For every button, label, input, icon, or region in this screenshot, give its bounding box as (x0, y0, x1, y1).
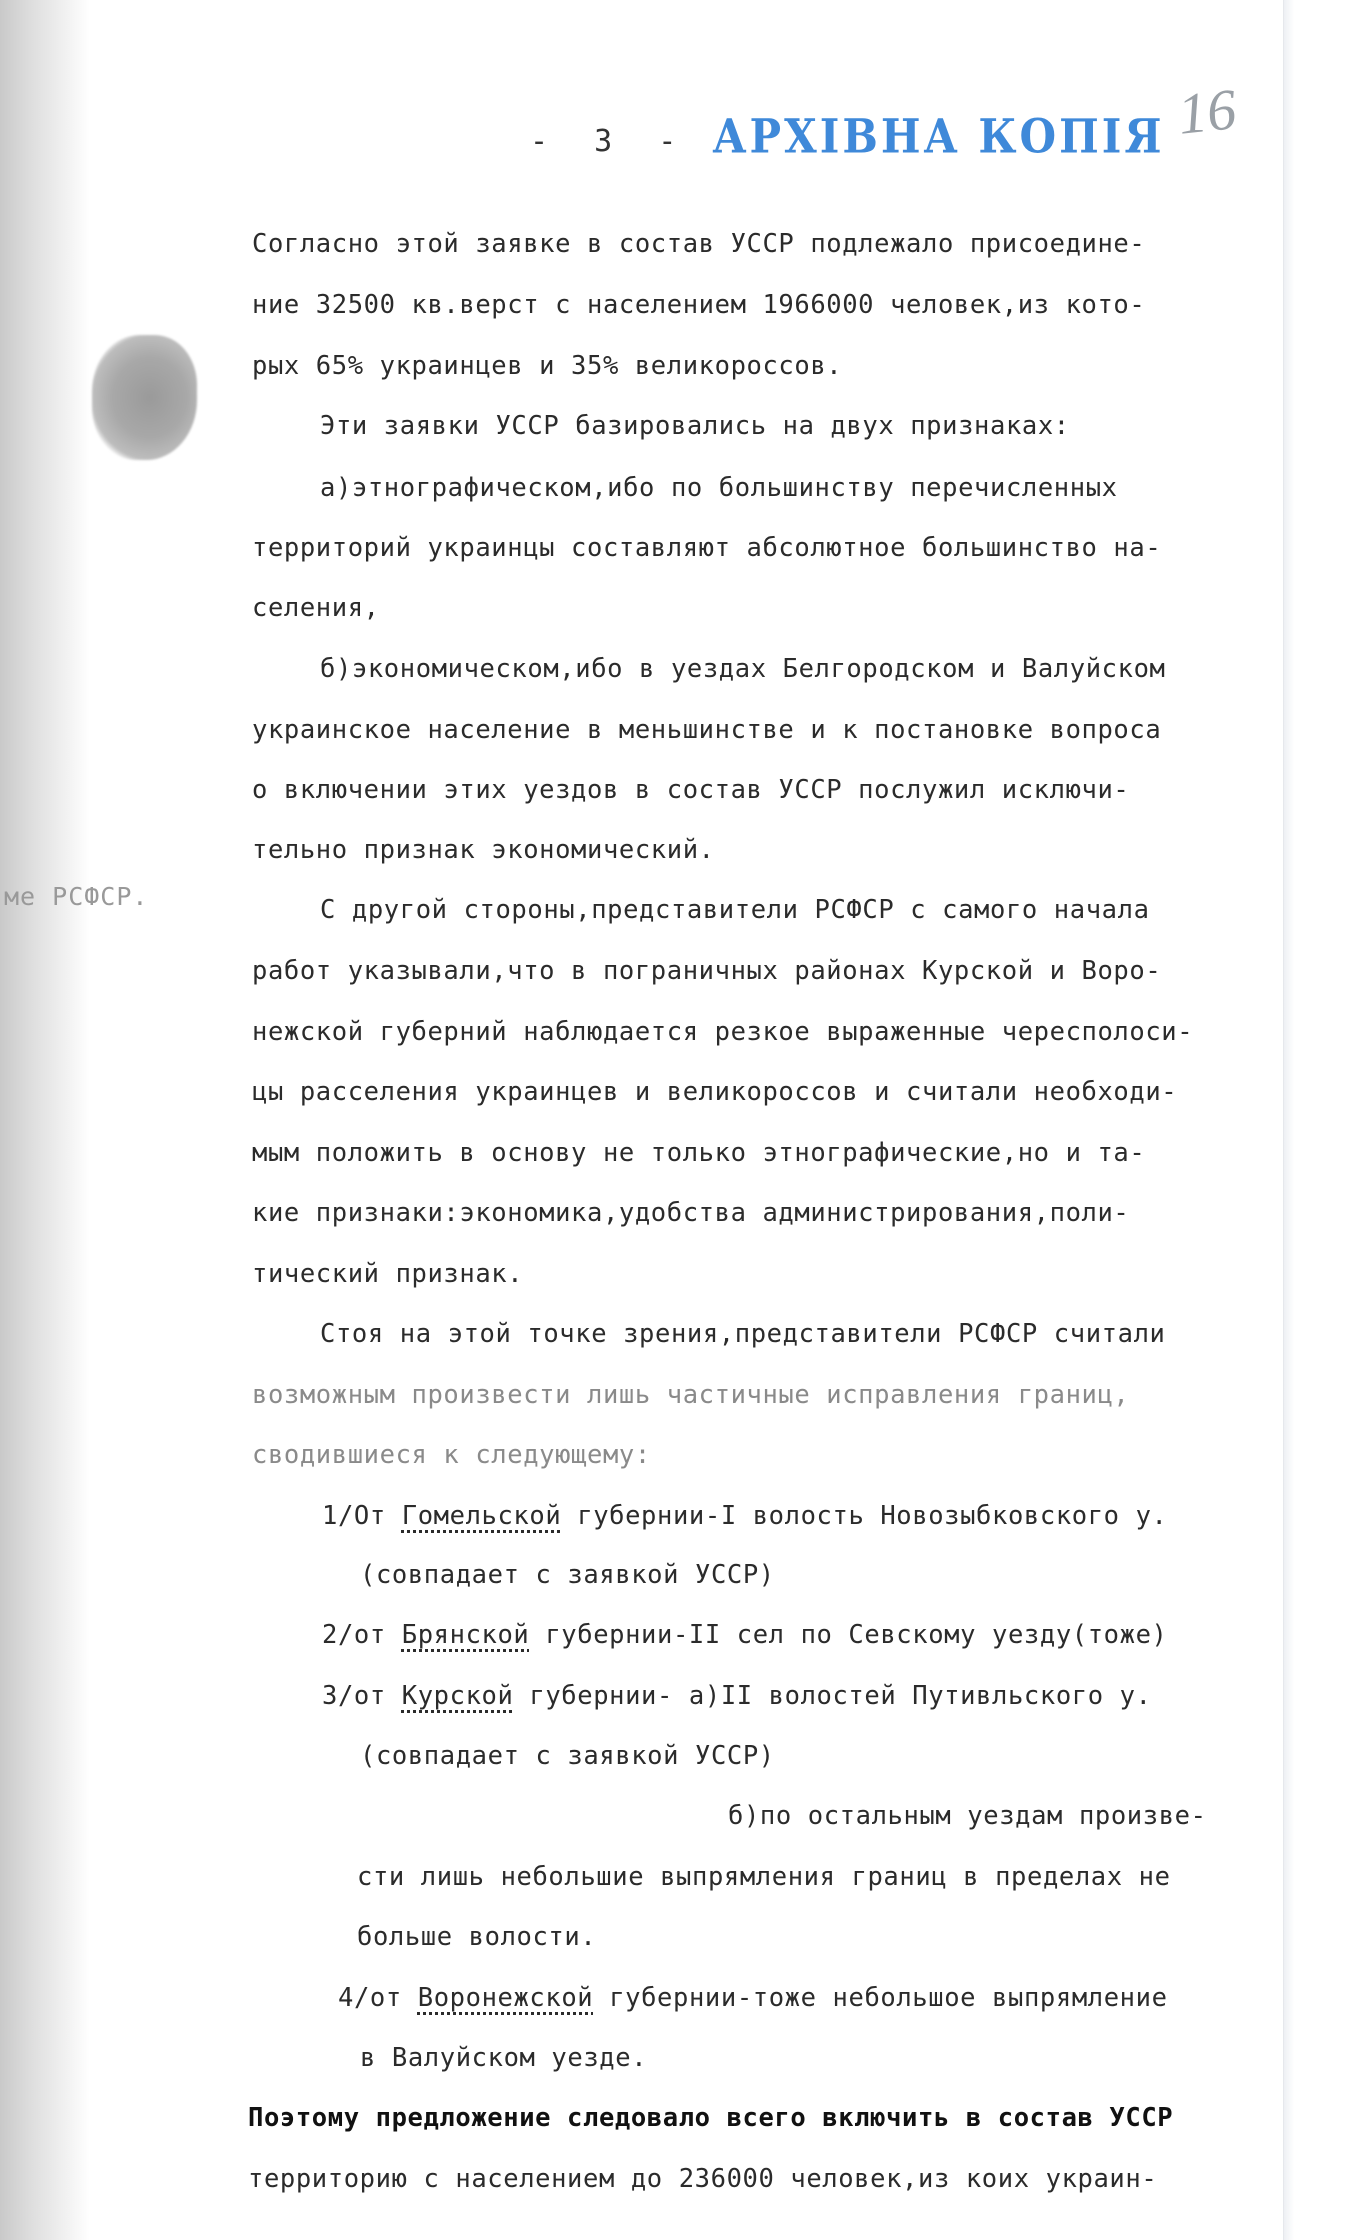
text-line: 2/от Брянской губернии-II сел по Севскому уезду(тоже) (322, 1620, 1168, 1650)
folio-number: 16 (1174, 76, 1240, 147)
text-line: мым положить в основу не только этнографические,но и та- (252, 1138, 1146, 1168)
text-line: кие признаки:экономика,удобства администрирования,поли- (252, 1198, 1130, 1228)
text-line: С другой стороны,представители РСФСР с самого начала (320, 895, 1150, 925)
text-line: в Валуйском уезде. (360, 2043, 648, 2073)
text-line: сводившиеся к следующему: (252, 1440, 651, 1470)
text-line: Согласно этой заявке в состав УССР подлежало присоедине- (252, 229, 1146, 259)
text-line: б)экономическом,ибо в уездах Белгородском и Валуйском (320, 654, 1166, 684)
text-line: цы расселения украинцев и великороссов и считали необходи- (252, 1077, 1178, 1107)
text-line: украинское население в меньшинстве и к постановке вопроса (252, 715, 1162, 745)
ink-smudge (92, 335, 197, 460)
underlined-governorate: Воронежской (417, 1983, 594, 2013)
underlined-governorate: Курской (401, 1681, 514, 1711)
underlined-governorate: Гомельской (401, 1501, 562, 1531)
text-line: территорию с населением до 236000 человек,из коих украин- (248, 2164, 1158, 2194)
underlined-governorate: Брянской (401, 1620, 530, 1650)
page-header (530, 109, 1165, 164)
text-line: Поэтому предложение следовало всего включить в состав УССР (248, 2103, 1174, 2133)
scan-right-edge (1283, 0, 1294, 2240)
text-line: рых 65% украинцев и 35% великороссов. (252, 351, 843, 381)
text-line: возможным произвести лишь частичные исправления границ, (252, 1380, 1130, 1410)
text-line: 4/от Воронежской губернии-тоже небольшое выпрямление (338, 1983, 1168, 2013)
text-line: б)по остальным уездам произве- (728, 1801, 1207, 1831)
text-line: 3/от Курской губернии- а)II волостей Путивльского у. (322, 1681, 1152, 1711)
scan-left-shadow (0, 0, 90, 2240)
text-line: тический признак. (252, 1259, 524, 1289)
text-line: о включении этих уездов в состав УССР послужил исключи- (252, 775, 1130, 805)
text-line: (совпадает с заявкой УССР) (360, 1741, 775, 1771)
archive-copy-stamp: АРХІВНА КОПІЯ (712, 109, 1165, 164)
page-number: - 3 - (530, 124, 691, 159)
text-line: работ указывали,что в пограничных районах Курской и Воро- (252, 956, 1162, 986)
text-line: 1/От Гомельской губернии-I волость Новозыбковского у. (322, 1501, 1168, 1531)
margin-note: ме РСФСР. (4, 882, 149, 911)
text-line: сти лишь небольшие выпрямления границ в пределах не (357, 1862, 1171, 1892)
text-line: больше волости. (357, 1922, 597, 1952)
text-line: нежской губерний наблюдается резкое выраженные чересполоси- (252, 1017, 1194, 1047)
text-line: (совпадает с заявкой УССР) (360, 1560, 775, 1590)
text-line: а)этнографическом,ибо по большинству перечисленных (320, 473, 1118, 503)
text-line: тельно признак экономический. (252, 835, 715, 865)
text-line: Стоя на этой точке зрения,представители РСФСР считали (320, 1319, 1166, 1349)
text-line: территорий украинцы составляют абсолютное большинство на- (252, 533, 1162, 563)
text-line: ние 32500 кв.верст с населением 1966000 человек,из кото- (252, 290, 1146, 320)
text-line: Эти заявки УССР базировались на двух признаках: (320, 411, 1070, 441)
text-line: селения, (252, 593, 380, 623)
